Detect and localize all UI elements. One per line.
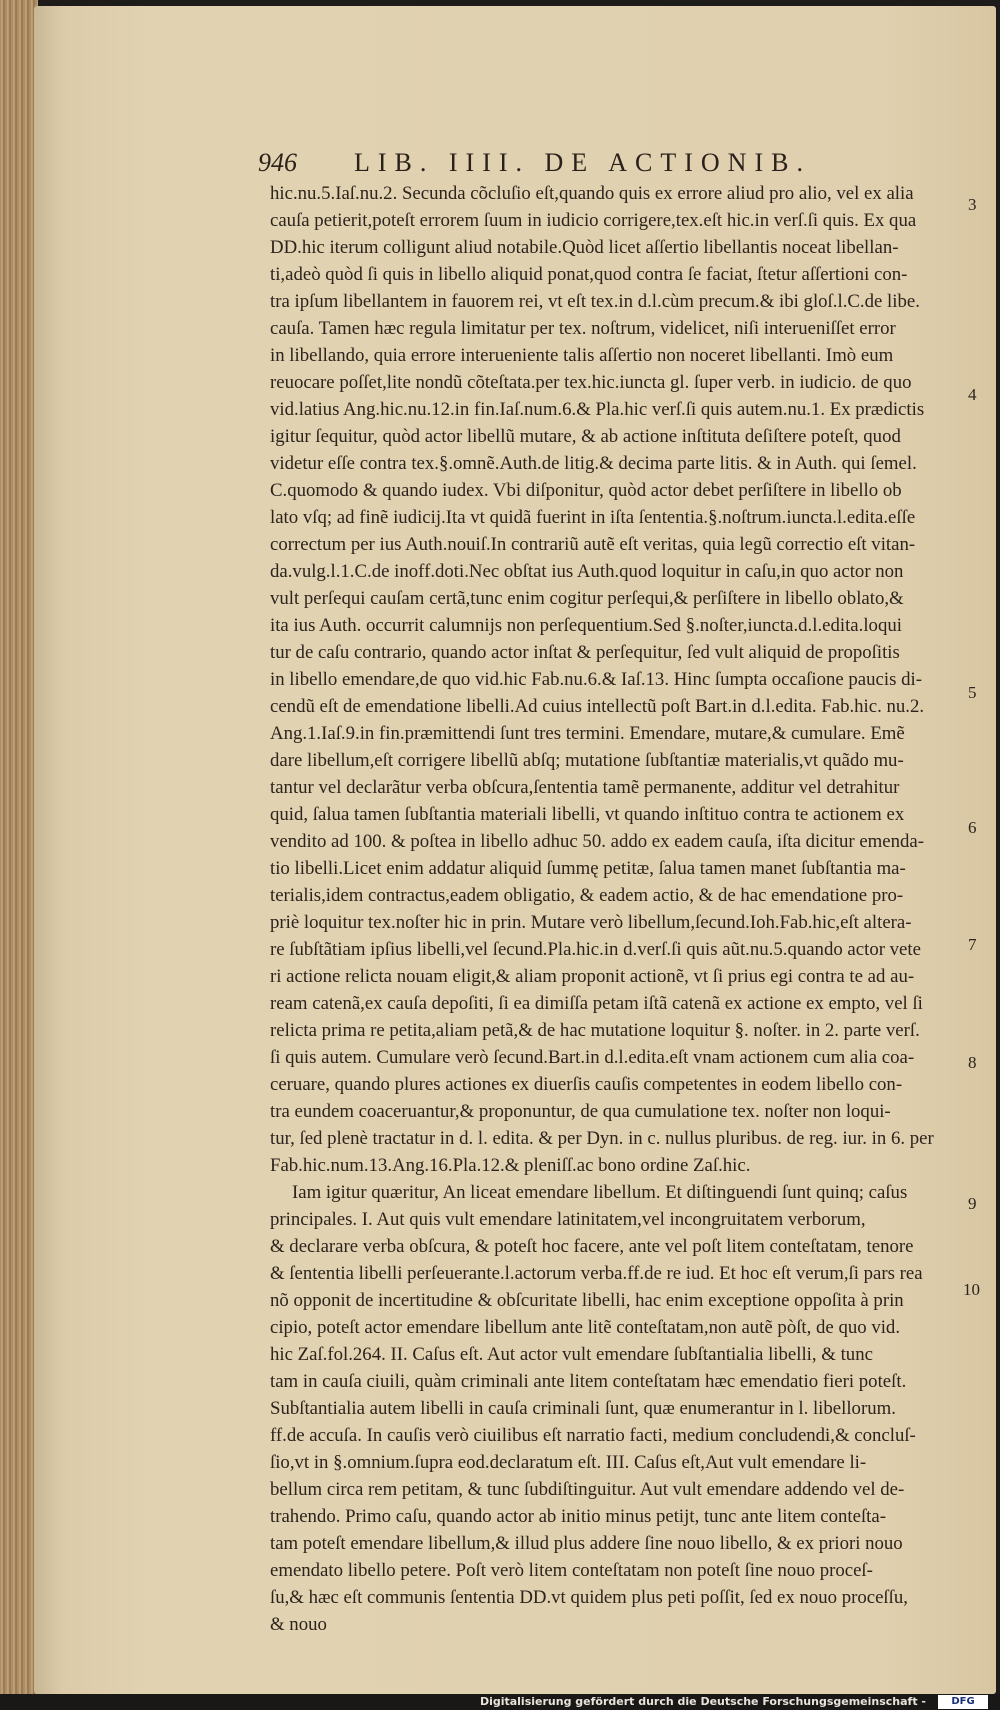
text-line: dare libellum,eſt corrigere libellũ abſq; mutatione ſubſtantiæ materialis,vt quãdo mu-: [270, 750, 904, 771]
text-line: in libello emendare,de quo vid.hic Fab.nu.6.& Iaſ.13. Hinc ſumpta occaſione paucis di-: [270, 669, 922, 690]
margin-number: 9: [968, 1194, 977, 1213]
text-line: ti,adeò quòd ſi quis in libello aliquid ponat,quod contra ſe faciat, ſtetur aſſertioni con-: [270, 264, 908, 285]
text-line: Fab.hic.num.13.Ang.16.Pla.12.& pleniſſ.ac bono ordine Zaſ.hic.: [270, 1155, 751, 1176]
text-line: tra eundem coaceruantur,& proponuntur, de qua cumulatione tex. noſter non loqui-: [270, 1101, 891, 1122]
text-line: ream catenã,ex cauſa depoſiti, ſi ea dimiſſa petam iſtã catenã ex actione ex empto, vel ſi: [270, 993, 923, 1014]
text-line: ceruare, quando plures actiones ex diuerſis cauſis competentes in eodem libello con-: [270, 1074, 903, 1095]
text-line: tra ipſum libellantem in fauorem rei, vt eſt tex.in d.l.cùm precum.& ibi gloſ.l.C.de libe.: [270, 291, 920, 312]
text-line: tam in cauſa ciuili, quàm criminali ante litem conteſtatam hæc emendatio fieri poteſt.: [270, 1371, 907, 1392]
text-line: vid.latius Ang.hic.nu.12.in fin.Iaſ.num.6.& Pla.hic verſ.ſi quis autem.nu.1. Ex prædictis: [270, 399, 925, 420]
margin-number: 5: [968, 683, 977, 702]
text-line: emendato libello petere. Poſt verò litem conteſtatam non poteſt ſine nouo proceſ-: [270, 1560, 873, 1581]
text-line: C.quomodo & quando iudex. Vbi diſponitur, quòd actor debet perſiſtere in libello ob: [270, 480, 902, 501]
text-line: re ſubſtãtiam ipſius libelli,vel ſecund.Pla.hic.in d.verſ.ſi quis aũt.nu.5.quando actor vete: [270, 939, 921, 960]
book-page-edges: [0, 0, 38, 1700]
text-line: hic.nu.5.Iaſ.nu.2. Secunda cõcluſio eſt,quando quis ex errore aliud pro alio, vel ex alia: [270, 183, 914, 204]
digitization-credit: Digitalisierung gefördert durch die Deutsche Forschungsgemeinschaft -: [479, 1695, 926, 1708]
text-line: nõ opponit de incertitudine & obſcuritate libelli, hac enim exceptione oppoſita à prin: [270, 1290, 904, 1311]
text-line: reuocare poſſet,lite nondũ cõteſtata.per tex.hic.iuncta gl. ſuper verb. in iudicio. de quo: [270, 372, 912, 393]
text-line: priè loquitur tex.noſter hic in prin. Mutare verò libellum,ſecund.Ioh.Fab.hic,eſt altera-: [270, 912, 912, 933]
text-line: hic Zaſ.fol.264. II. Caſus eſt. Aut actor vult emendare ſubſtantialia libelli, & tunc: [270, 1344, 873, 1365]
text-line: Ang.1.Iaſ.9.in fin.præmittendi ſunt tres termini. Emendare, mutare,& cumulare. Emẽ: [270, 723, 905, 744]
text-line: tio libelli.Licet enim addatur aliquid ſummę petitæ, ſalua tamen manet ſubſtantia ma-: [270, 858, 906, 879]
text-line: ſi quis autem. Cumulare verò ſecund.Bart.in d.l.edita.eſt vnam actionem cum alia coa-: [270, 1047, 915, 1068]
text-line: ff.de accuſa. In cauſis verò ciuilibus eſt narratio facti, medium concludendi,& concluſ-: [270, 1425, 916, 1446]
page-number: 946: [258, 148, 297, 177]
text-line: cauſa. Tamen hæc regula limitatur per tex. noſtrum, videlicet, niſi interueniſſet error: [270, 318, 896, 339]
text-line: vult perſequi cauſam certã,tunc enim cogitur perſequi,& perſiſtere in libello oblato,&: [270, 588, 904, 609]
text-line: terialis,idem contractus,eadem obligatio, & eadem actio, & de hac emendatione pro-: [270, 885, 904, 906]
text-line: tam poteſt emendare libellum,& illud plus addere ſine nouo libello, & ex priori nouo: [270, 1533, 903, 1554]
page-header: [258, 148, 898, 182]
text-line: principales. I. Aut quis vult emendare latinitatem,vel incongruitatem verborum,: [270, 1209, 866, 1230]
text-line: DD.hic iterum colligunt aliud notabile.Quòd licet aſſertio libellantis noceat libellan-: [270, 237, 899, 258]
text-line: lato vſq; ad finẽ iudicij.Ita vt quidã fuerint in iſta ſententia.§.noſtrum.iuncta.l.edita.eſſe: [270, 507, 916, 528]
text-line: correctum per ius Auth.nouiſ.In contrariũ autẽ eſt veritas, quia legũ correctio eſt vitan-: [270, 534, 916, 555]
footer-bar: [0, 1694, 1000, 1710]
margin-number: 6: [968, 818, 977, 837]
text-line: & ſententia libelli perſeuerante.l.actorum verba.ff.de re iud. Et hoc eſt verum,ſi pars rea: [270, 1263, 923, 1284]
text-line: tantur vel declarãtur verba obſcura,ſententia tamẽ permanente, additur vel detrahitur: [270, 777, 900, 798]
text-line: trahendo. Primo caſu, quando actor ab initio minus petijt, tunc ante litem conteſta-: [270, 1506, 886, 1527]
text-line: relicta prima re petita,aliam petã,& de hac mutatione loquitur §. noſter. in 2. parte verſ.: [270, 1020, 920, 1041]
margin-number: 7: [968, 935, 977, 954]
text-line: videtur eſſe contra tex.§.omnẽ.Auth.de litig.& decima parte litis. & in Auth. qui ſemel.: [270, 453, 917, 474]
text-line: in libellando, quia errore interueniente talis aſſertio non noceret libellanti. Imò eum: [270, 345, 894, 366]
text-line: & declarare verba obſcura, & poteſt hoc facere, ante vel poſt litem conteſtatam, tenore: [270, 1236, 914, 1257]
text-line: Iam igitur quæritur, An liceat emendare libellum. Et diſtinguendi ſunt quinq; caſus: [292, 1182, 908, 1203]
text-line: & nouo: [270, 1614, 327, 1635]
text-line: cipio, poteſt actor emendare libellum ante litẽ conteſtatam,non autẽ pòſt, de quo vid.: [270, 1317, 901, 1338]
catchword: [270, 1638, 966, 1665]
text-line: cauſa petierit,poteſt errorem ſuum in iudicio corrigere,tex.eſt hic.in verſ.ſi quis. Ex qua: [270, 210, 917, 231]
text-line: tur, ſed plenè tractatur in d. l. edita. & per Dyn. in c. nullus pluribus. de reg. iur. in 6. per: [270, 1128, 934, 1149]
running-title: LIB. IIII. DE ACTIONIB.: [354, 148, 811, 177]
text-line: da.vulg.l.1.C.de inoff.doti.Nec obſtat ius Auth.quod loquitur in caſu,in quo actor non: [270, 561, 904, 582]
text-line: igitur ſequitur, quòd actor libellũ mutare, & ab actione inſtituta deſiſtere poteſt, quod: [270, 426, 901, 447]
margin-number: 10: [963, 1280, 980, 1299]
text-line: tur de caſu contrario, quando actor inſtat & perſequitur, ſed vult aliquid de propoſitis: [270, 642, 900, 663]
text-line: ſu,& hæc eſt communis ſententia DD.vt quidem plus peti poſſit, ſed ex nouo proceſſu,: [270, 1587, 908, 1608]
text-line: ri actione relicta nouam eligit,& aliam proponit actionẽ, vt ſi prius egi contra te ad au-: [270, 966, 915, 987]
text-line: cendũ eſt de emendatione libelli.Ad cuius intellectũ poſt Bart.in d.l.edita. Fab.hic. nu.2.: [270, 696, 925, 717]
text-line: bellum circa rem petitam, & tunc ſubdiſtinguitur. Aut vult emendare addendo vel de-: [270, 1479, 905, 1500]
margin-number: 3: [968, 195, 977, 214]
text-line: vendito ad 100. & poſtea in libello adhuc 50. addo ex eadem cauſa, iſta dicitur emenda-: [270, 831, 924, 852]
margin-number: 4: [968, 385, 977, 404]
text-line: ita ius Auth. occurrit calumnijs non perſequentium.Sed §.noſter,iuncta.d.l.edita.loqui: [270, 615, 902, 636]
margin-number: 8: [968, 1053, 977, 1072]
text-line: quid, ſalua tamen ſubſtantia materiali libelli, vt quando inſtituo contra te actionem ex: [270, 804, 905, 825]
dfg-logo: DFG: [938, 1695, 988, 1709]
body-text: [270, 180, 966, 1665]
text-line: ſio,vt in §.omnium.ſupra eod.declaratum eſt. III. Caſus eſt,Aut vult emendare li-: [270, 1452, 867, 1473]
text-line: Subſtantialia autem libelli in cauſa criminali ſunt, quæ enumerantur in l. libellorum.: [270, 1398, 896, 1419]
